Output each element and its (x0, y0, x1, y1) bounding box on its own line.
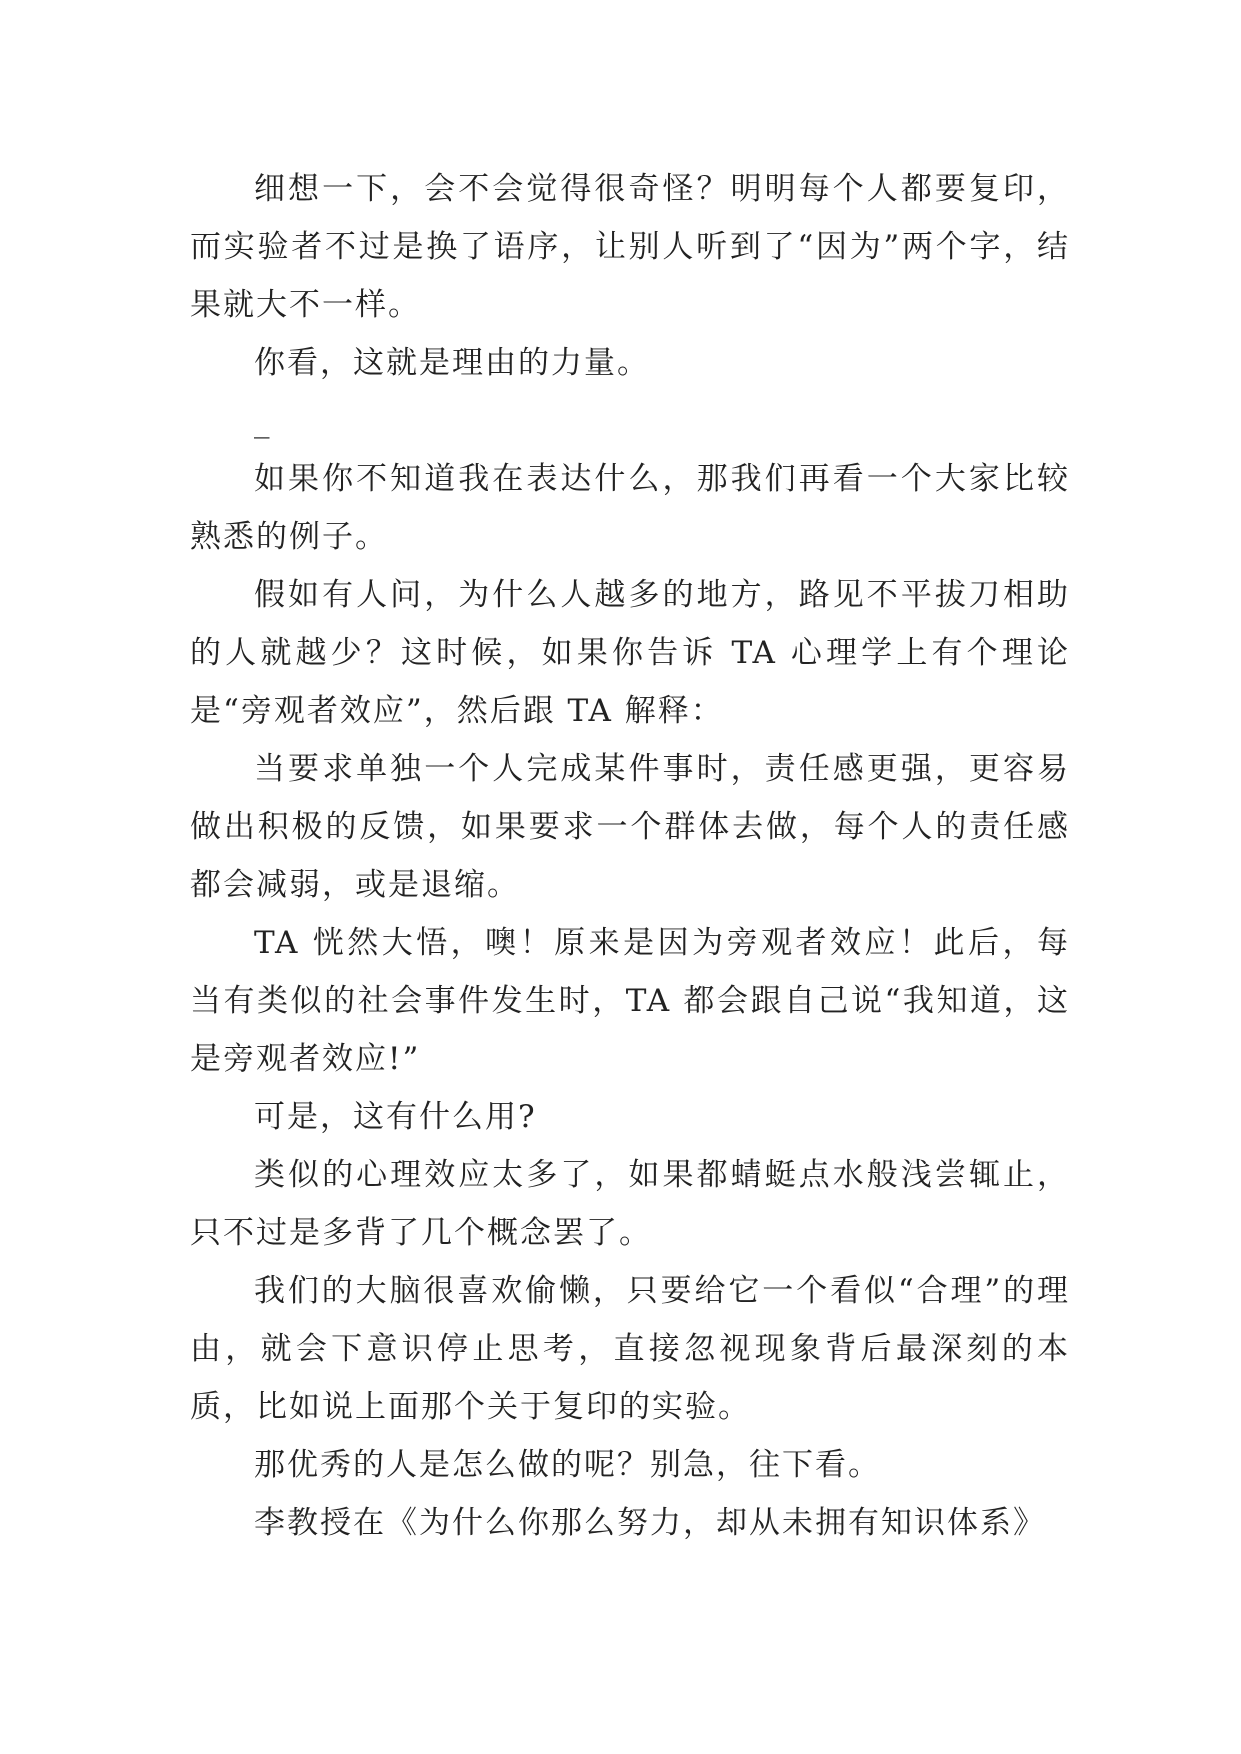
paragraph: 李教授在《为什么你那么努力，却从未拥有知识体系》 (254, 1505, 1046, 1541)
paragraph: 类似的心理效应太多了，如果都蜻蜓点水般浅尝辄止，只不过是多背了几个概念罢了。 (190, 1157, 1070, 1251)
paragraph: 细想一下，会不会觉得很奇怪？明明每个人都要复印，而实验者不过是换了语序，让别人听到了“因为”两个字，结果就大不一样。 (190, 171, 1070, 323)
separator-mark: _ (254, 403, 272, 439)
paragraph: 可是，这有什么用? (254, 1099, 537, 1135)
paragraph: 那优秀的人是怎么做的呢？别急，往下看。 (254, 1447, 881, 1483)
paragraph: 我们的大脑很喜欢偷懒，只要给它一个看似“合理”的理由，就会下意识停止思考，直接忽视现象背后最深刻的本质，比如说上面那个关于复印的实验。 (190, 1273, 1070, 1425)
paragraph: 你看，这就是理由的力量。 (254, 345, 650, 381)
document-body (190, 160, 1070, 1552)
paragraph: 假如有人问，为什么人越多的地方，路见不平拔刀相助的人就越少？这时候，如果你告诉 TA 心理学上有个理论是“旁观者效应”，然后跟 TA 解释： (190, 577, 1070, 729)
paragraph: 如果你不知道我在表达什么，那我们再看一个大家比较熟悉的例子。 (190, 461, 1070, 555)
paragraph: 当要求单独一个人完成某件事时，责任感更强，更容易做出积极的反馈，如果要求一个群体去做，每个人的责任感都会减弱，或是退缩。 (190, 751, 1070, 903)
paragraph: TA 恍然大悟，噢！原来是因为旁观者效应！此后，每当有类似的社会事件发生时，TA 都会跟自己说“我知道，这是旁观者效应!” (190, 925, 1070, 1077)
